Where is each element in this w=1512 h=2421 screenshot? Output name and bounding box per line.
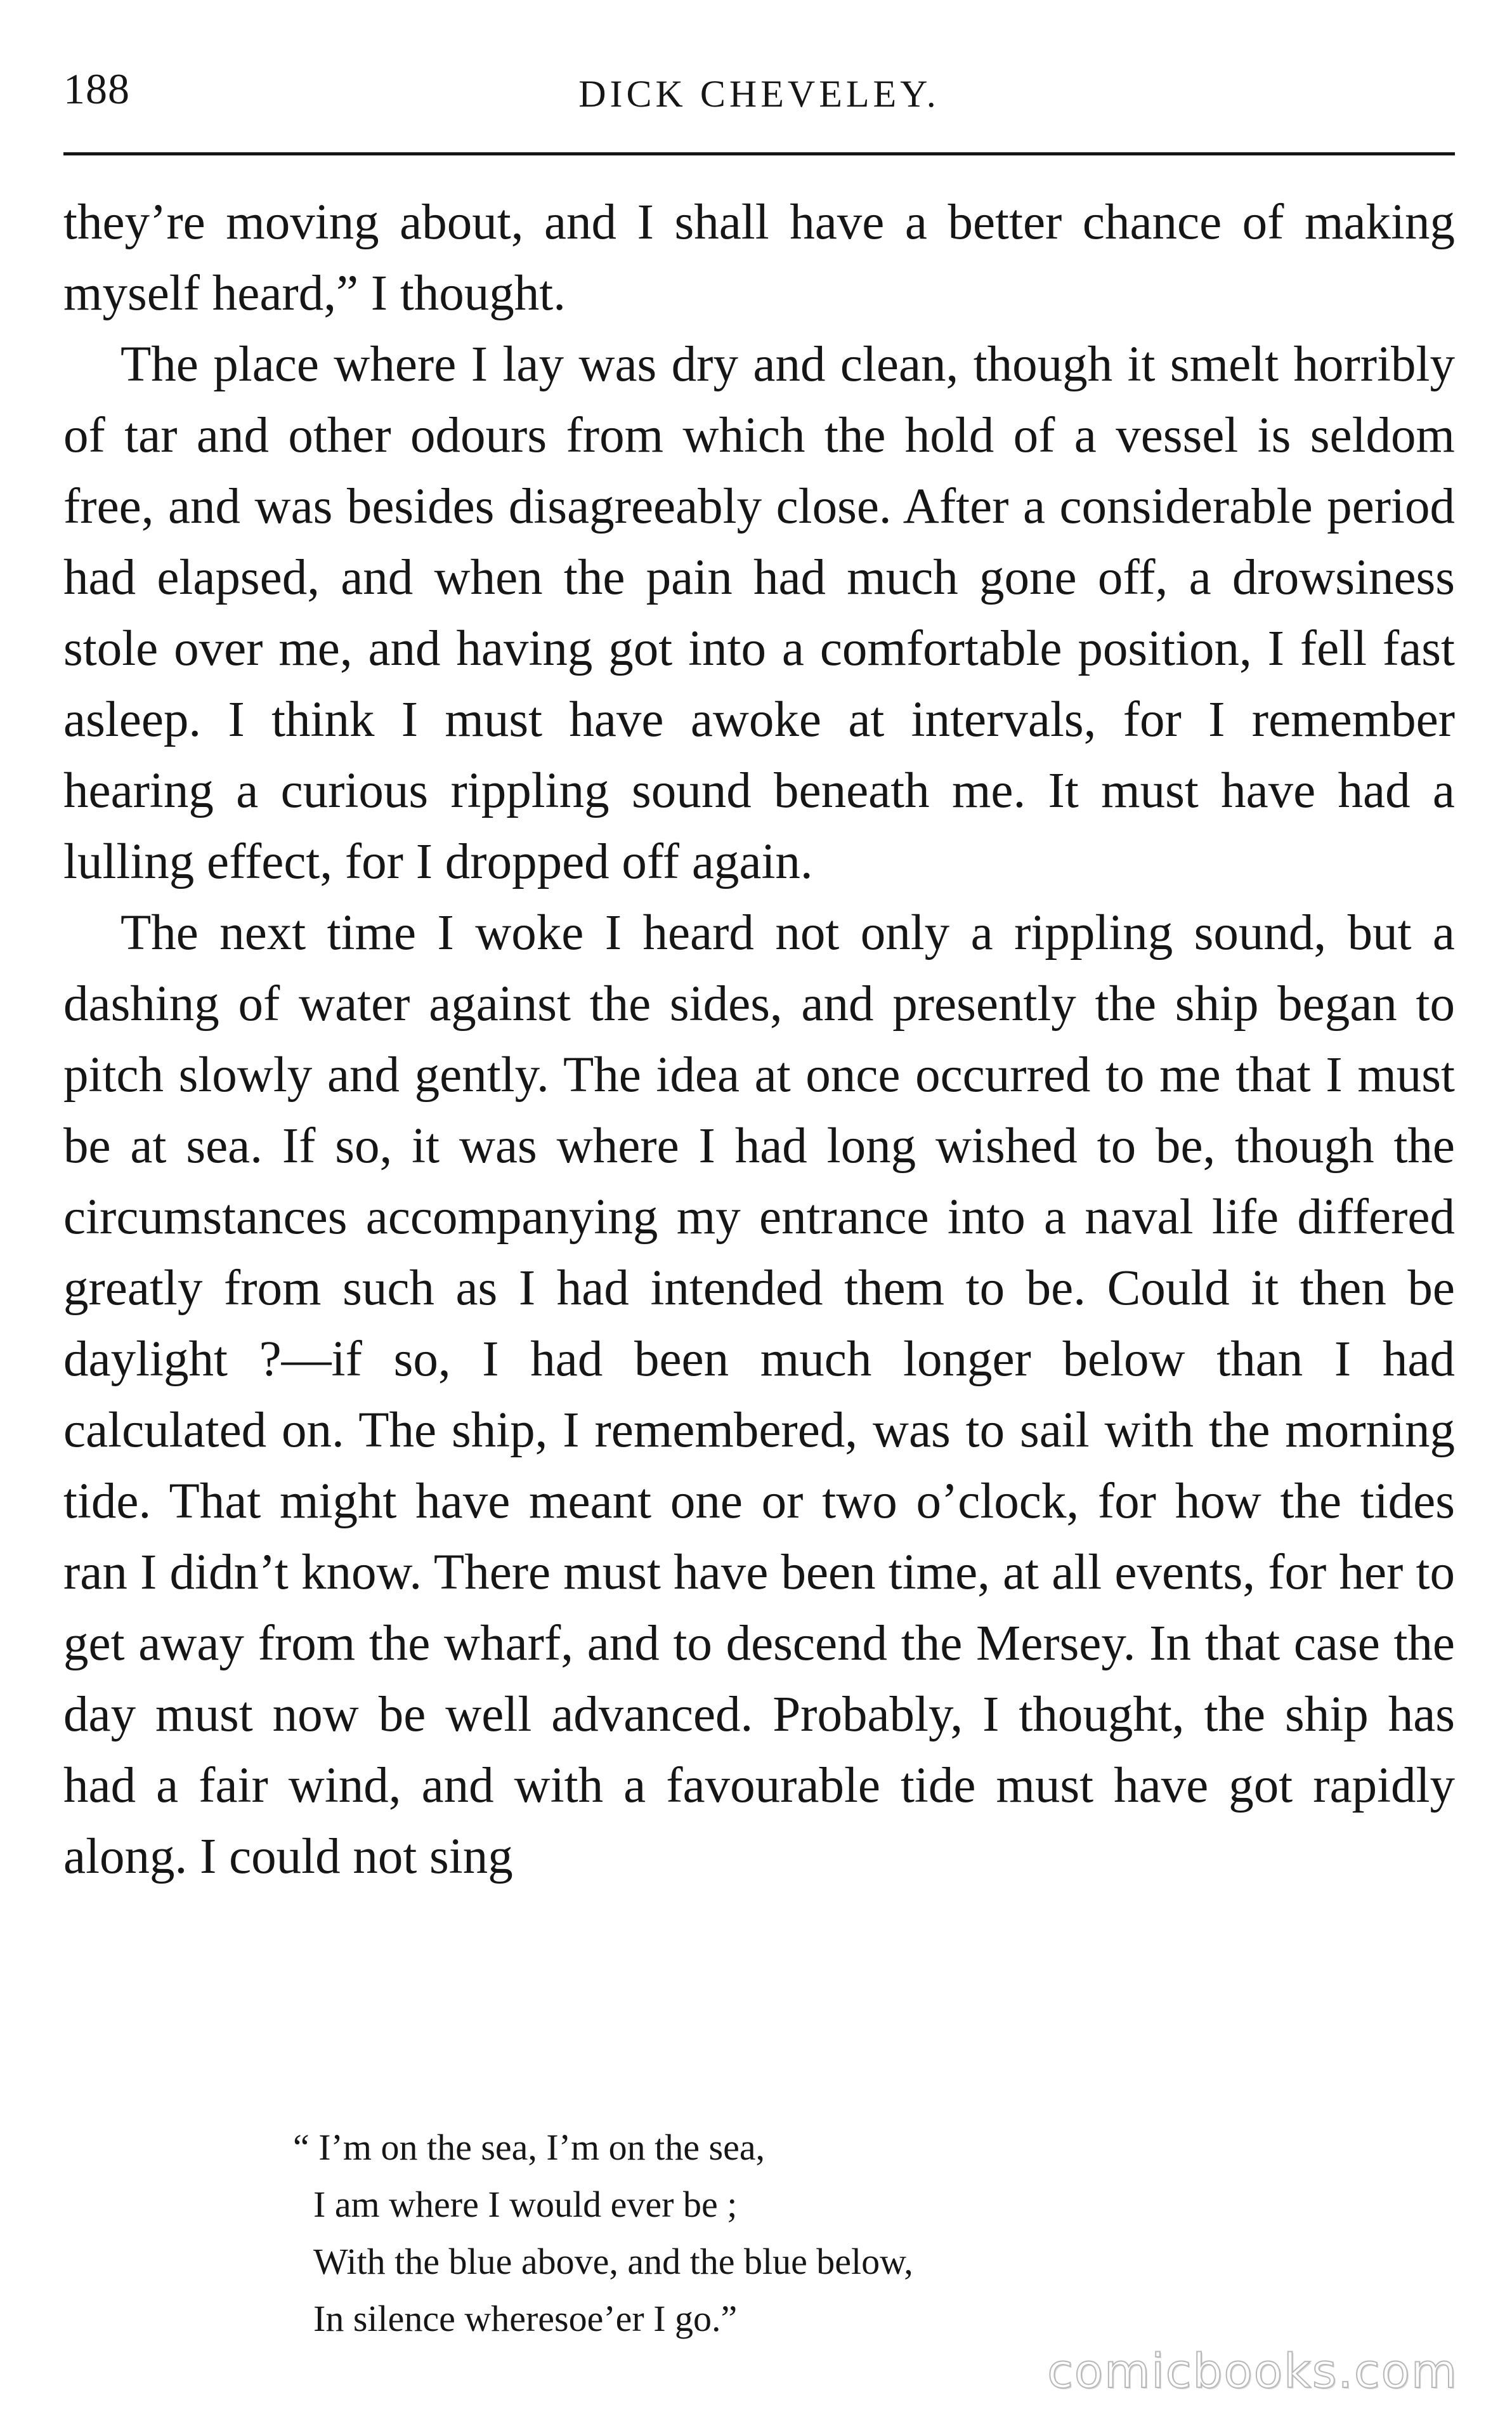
running-title: DICK CHEVELEY. [578, 73, 940, 115]
verse-line-4: In silence wheresoe’er I go.” [313, 2298, 738, 2339]
paragraph-next-time-i-woke: The next time I woke I heard not only a rippling sound, but a dashing of water against the sides, and presently the ship began to pitch slowly and gently. The idea at once occurred to me that I must be at sea. If so, it was where I had long wished to be, though the circumstances accompanying my entrance into a naval life differed greatly from such as I had intended them to be. Could it then be daylight ?—if so, I had been much longer below than I had calculated on. The ship, I remembered, was to sail with the morning tide. That might have meant one or two o’clock, for how the tides ran I didn’t know. There must have been time, at all events, for her to get away from the wharf, and to descend the Mersey. In that case the day must now be well advanced. Probably, I thought, the ship has had a fair wind, and with a favourable tide must have got rapidly along. I could not sing [63, 905, 1455, 1884]
verse-quote [293, 2119, 913, 2347]
paragraph-place-where-i-lay: The place where I lay was dry and clean, though it smelt horribly of tar and other odours from which the hold of a vessel is seldom free, and was besides disagreeably close. After a considerable period had elapsed, and when the pain had much gone off, a drowsiness stole over me, and having got into a comfortable position, I fell fast asleep. I think I must have awoke at intervals, for I remember hearing a curious rippling sound beneath me. It must have had a lulling effect, for I dropped off again. [63, 337, 1455, 889]
verse-line-1: “ I’m on the sea, I’m on the sea, [293, 2127, 766, 2168]
verse-line-2: I am where I would ever be ; [313, 2184, 738, 2225]
page-body [63, 187, 1455, 1893]
watermark: comicbooks.com [1047, 2344, 1458, 2399]
page-number: 188 [63, 65, 130, 113]
header-rule [63, 152, 1455, 155]
paragraph-continuation: they’re moving about, and I shall have a better chance of making myself heard,” I thought. [63, 195, 1455, 321]
page-header [63, 60, 1455, 143]
verse-line-3: With the blue above, and the blue below, [313, 2241, 913, 2282]
